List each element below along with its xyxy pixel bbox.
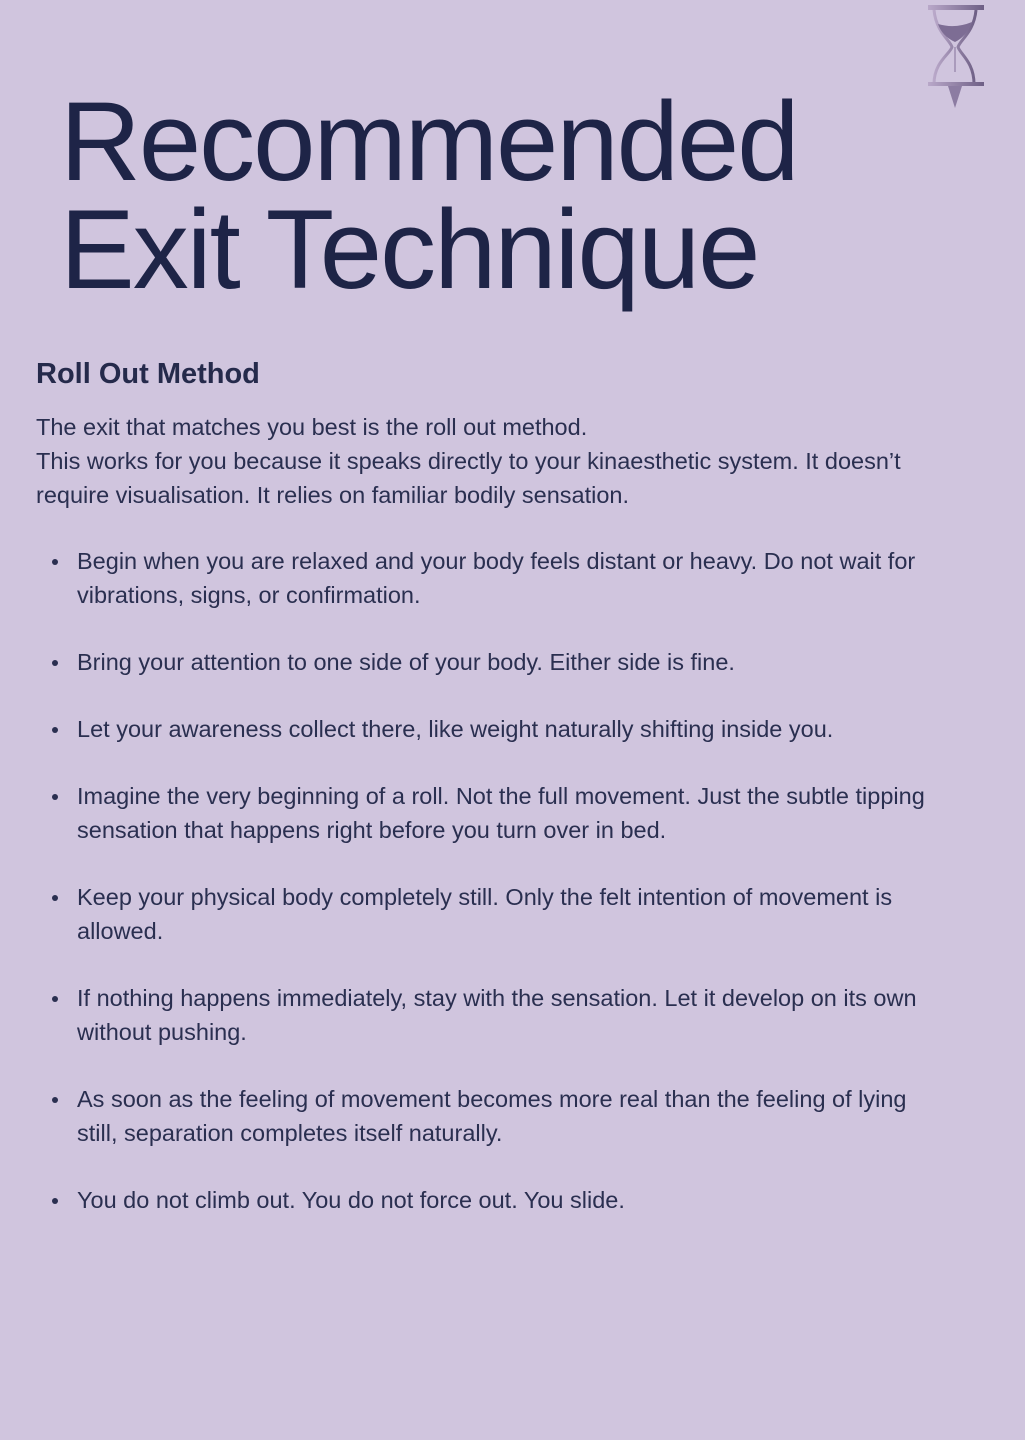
title-line-1: Recommended [60,79,798,204]
list-item: Let your awareness collect there, like weight naturally shifting inside you. [36,712,936,746]
title-line-2: Exit Technique [60,187,759,312]
list-item: Bring your attention to one side of your body. Either side is fine. [36,645,936,679]
intro-paragraph [36,410,956,512]
intro-line-1: The exit that matches you best is the roll out method. [36,414,588,440]
steps-list [36,544,936,1250]
page-title [60,79,798,312]
list-item: If nothing happens immediately, stay with the sensation. Let it develop on its own without pushing. [36,981,936,1049]
intro-line-2: This works for you because it speaks directly to your kinaesthetic system. It doesn’t require visualisation. It relies on familiar bodily sensation. [36,448,901,508]
list-item: As soon as the feeling of movement becomes more real than the feeling of lying still, separation completes itself naturally. [36,1082,936,1150]
list-item: Imagine the very beginning of a roll. Not the full movement. Just the subtle tipping sensation that happens right before you turn over in bed. [36,779,936,847]
list-item: You do not climb out. You do not force out. You slide. [36,1183,936,1217]
list-item: Keep your physical body completely still. Only the felt intention of movement is allowed. [36,880,936,948]
list-item: Begin when you are relaxed and your body feels distant or heavy. Do not wait for vibrations, signs, or confirmation. [36,544,936,612]
hourglass-icon [922,2,988,110]
section-heading: Roll Out Method [36,358,260,390]
